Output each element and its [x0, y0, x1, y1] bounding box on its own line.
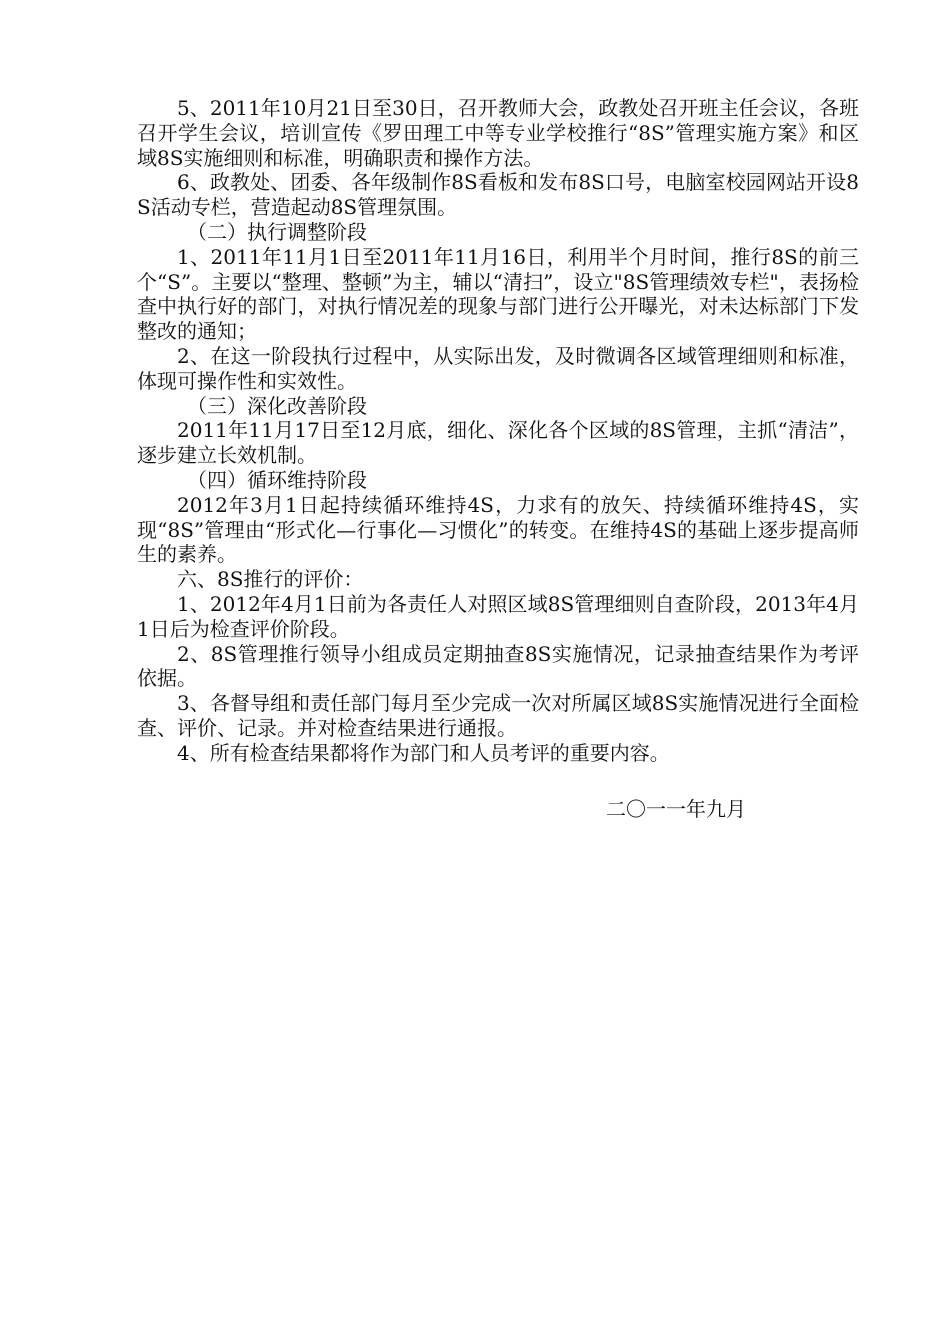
section-heading-maintenance: （四）循环维持阶段 — [187, 467, 367, 492]
section-heading-execution: （二）执行调整阶段 — [187, 219, 367, 244]
paragraph-evaluation-1: 1、2012年4月1日前为各责任人对照区域8S管理细则自查阶段，2013年4月1日后为检查评价阶段。 — [137, 591, 859, 641]
paragraph-item-5: 5、2011年10月21日至30日，召开教师大会，政教处召开班主任会议，各班召开学生会议，培训宣传《罗田理工中等专业学校推行“8S”管理实施方案》和区域8S实施细则和标准，明确职责和操作方法。 — [137, 96, 859, 170]
paragraph-item-6: 6、政教处、团委、各年级制作8S看板和发布8S口号，电脑室校园网站开设8S活动专栏，营造起动8S管理氛围。 — [137, 170, 859, 220]
section-heading-evaluation: 六、8S推行的评价： — [177, 567, 364, 592]
document-body — [137, 96, 859, 766]
section-heading-deepening: （三）深化改善阶段 — [187, 393, 367, 418]
paragraph-maintenance: 2012年3月1日起持续循环维持4S，力求有的放矢、持续循环维持4S，实现“8S”管理由“形式化—行事化—习惯化”的转变。在维持4S的基础上逐步提高师生的素养。 — [137, 492, 859, 567]
signature-date: 二〇一一年九月 — [606, 797, 746, 821]
paragraph-execution-1: 1、2011年11月1日至2011年11月16日，利用半个月时间，推行8S的前三个“S”。主要以“整理、整顿”为主，辅以“清扫”，设立"8S管理绩效专栏"，表扬检查中执行好的部门，对执行情况差的现象与部门进行公开曝光，对未达标部门下发整改的通知； — [137, 244, 859, 344]
paragraph-evaluation-2: 2、8S管理推行领导小组成员定期抽查8S实施情况，记录抽查结果作为考评依据。 — [137, 641, 859, 691]
paragraph-execution-2: 2、在这一阶段执行过程中，从实际出发，及时微调各区域管理细则和标准，体现可操作性和实效性。 — [137, 343, 859, 393]
paragraph-evaluation-3: 3、各督导组和责任部门每月至少完成一次对所属区域8S实施情况进行全面检查、评价、记录。并对检查结果进行通报。 — [137, 691, 859, 740]
paragraph-evaluation-4: 4、所有检查结果都将作为部门和人员考评的重要内容。 — [177, 740, 670, 765]
paragraph-deepening: 2011年11月17日至12月底，细化、深化各个区域的8S管理，主抓“清洁”， 逐步建立长效机制。 — [137, 418, 859, 468]
